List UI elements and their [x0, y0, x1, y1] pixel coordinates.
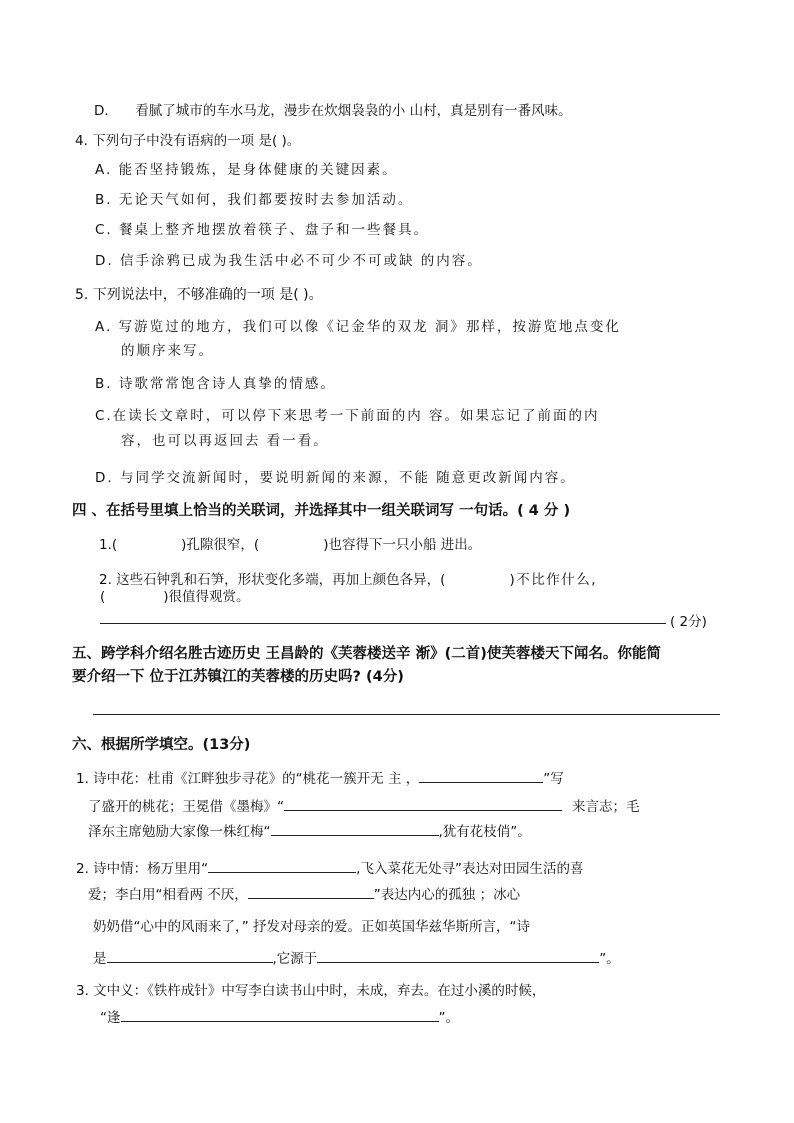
sec6-q2-line1: [76, 857, 583, 877]
sec6-text: “逢: [100, 1010, 121, 1026]
sec4-q2-part: )很值得观赏。: [163, 589, 250, 605]
sec6-text: 了盛开的桃花；王冕借《墨梅》“: [88, 799, 284, 815]
sec4-q1: [99, 533, 481, 553]
q5-option-c-line1: C.在读长文章时，可以停下来思考一下前面的内 容。如果忘记了前面的内: [95, 408, 600, 424]
sec6-text: ”表达内心的孤独 ；冰心: [373, 887, 521, 903]
section-5-line2: 要介绍一下 位于江苏镇江的芙蓉楼的历史吗? (4分): [72, 669, 404, 685]
sec4-q2-part: )不比作什么,: [509, 572, 598, 588]
sec6-text: 来言志；毛: [572, 799, 640, 815]
blank-input[interactable]: [107, 948, 273, 963]
blank-input[interactable]: [284, 796, 562, 811]
sec6-q1-line2: [88, 795, 640, 815]
sec4-q2-part: 2. 这些石钟乳和石笋，形状变化多端，再加上颜色各异，(: [99, 572, 446, 588]
q5-stem: 5. 下列说法中，不够准确的一项 是( )。: [75, 287, 323, 303]
sec6-text: 爱；李白用“相看两 不厌，: [88, 887, 248, 903]
option-label: D.: [94, 103, 109, 119]
option-text: 看腻了城市的车水马龙，漫步在炊烟袅袅的小 山村，真是别有一番风味。: [135, 103, 572, 119]
sec4-q1-part: )孔隙很窄，(: [181, 537, 260, 553]
q4-stem: 4. 下列句子中没有语病的一项 是( )。: [75, 133, 301, 149]
section-4-title: 四 、在括号里填上恰当的关联词，并选择其中一组关联词写 一句话。( 4 分 ): [72, 503, 571, 519]
q4-option-d: D. 信手涂鸦已成为我生活中必不可少不可或缺 的内容。: [95, 253, 483, 269]
section-6-title: 六、根据所学填空。(13分): [72, 737, 251, 753]
sec6-q1-line1: [76, 767, 564, 787]
sec6-text: 泽东主席勉励大家像一株红梅“: [88, 824, 271, 840]
sec4-q1-part: )也容得下一只小船 进出。: [323, 537, 482, 553]
q5-option-c-line2: 容，也可以再返回去 看一看。: [121, 433, 329, 449]
sec6-q3-line2: [100, 1006, 459, 1026]
blank-input[interactable]: [208, 858, 356, 873]
sec6-text: ,它源于: [272, 951, 318, 967]
q5-option-b: B. 诗歌常常饱含诗人真挚的情感。: [95, 376, 336, 392]
sec4-q2-part: (: [100, 589, 106, 605]
blank-input[interactable]: [121, 1007, 439, 1022]
q5-option-a-line2: 的顺序来写。: [121, 343, 214, 359]
q5-option-d: D. 与同学交流新闻时，要说明新闻的来源，不能 随意更改新闻内容。: [95, 470, 576, 486]
blank-input[interactable]: [248, 884, 374, 899]
sec5-answer-line[interactable]: [93, 714, 720, 715]
blank-input[interactable]: [317, 948, 599, 963]
q4-option-c: C. 餐桌上整齐地摆放着筷子、盘子和一些餐具。: [95, 222, 430, 238]
sec6-text: 1. 诗中花：杜甫《江畔独步寻花》的“桃花一簇开无 主 ，: [76, 771, 420, 787]
sec4-answer-line[interactable]: [100, 623, 666, 624]
sec6-text: 是: [93, 951, 107, 967]
blank-input[interactable]: [419, 768, 543, 783]
section-5-line1: 五、跨学科介绍名胜古迹历史 王昌龄的《芙蓉楼送辛 渐》(二首)使芙蓉楼天下闻名。你能简: [72, 646, 661, 662]
q4-option-a: A. 能否坚持锻炼，是身体健康的关键因素。: [95, 162, 398, 178]
q5-option-a-line1: A. 写游览过的地方，我们可以像《记金华的双龙 洞》那样，按游览地点变化: [95, 319, 621, 335]
sec6-text: ,犹有花枝俏”。: [438, 824, 531, 840]
sec6-text: ,飞入菜花无处寻”表达对田园生活的喜: [356, 861, 584, 877]
sec4-q1-part: 1.(: [99, 537, 118, 553]
sec6-text: ”。: [599, 951, 620, 967]
sec6-text: 2. 诗中情：杨万里用“: [76, 861, 209, 877]
sec6-q3-line1: 3. 文中义：《铁杵成针》中写李白读书山中时，未成，弃去。在过小溪的时候，: [76, 983, 546, 999]
sec6-q2-line2: [88, 883, 520, 903]
blank-input[interactable]: [271, 821, 439, 836]
sec6-q2-line3: 奶奶借“心中的风雨来了，” 抒发对母亲的爱。正如英国华兹华斯所言，“诗: [93, 919, 531, 935]
sec6-text: ”写: [543, 771, 564, 787]
sec6-q2-line4: [93, 947, 620, 967]
sec6-text: ”。: [438, 1010, 459, 1026]
q3-option-d: [94, 99, 572, 119]
sec4-points: ( 2分): [670, 614, 707, 630]
sec6-q1-line3: [88, 820, 531, 840]
sec4-q2-line2: [100, 585, 250, 605]
q4-option-b: B. 无论天气如何，我们都要按时去参加活动。: [95, 192, 414, 208]
